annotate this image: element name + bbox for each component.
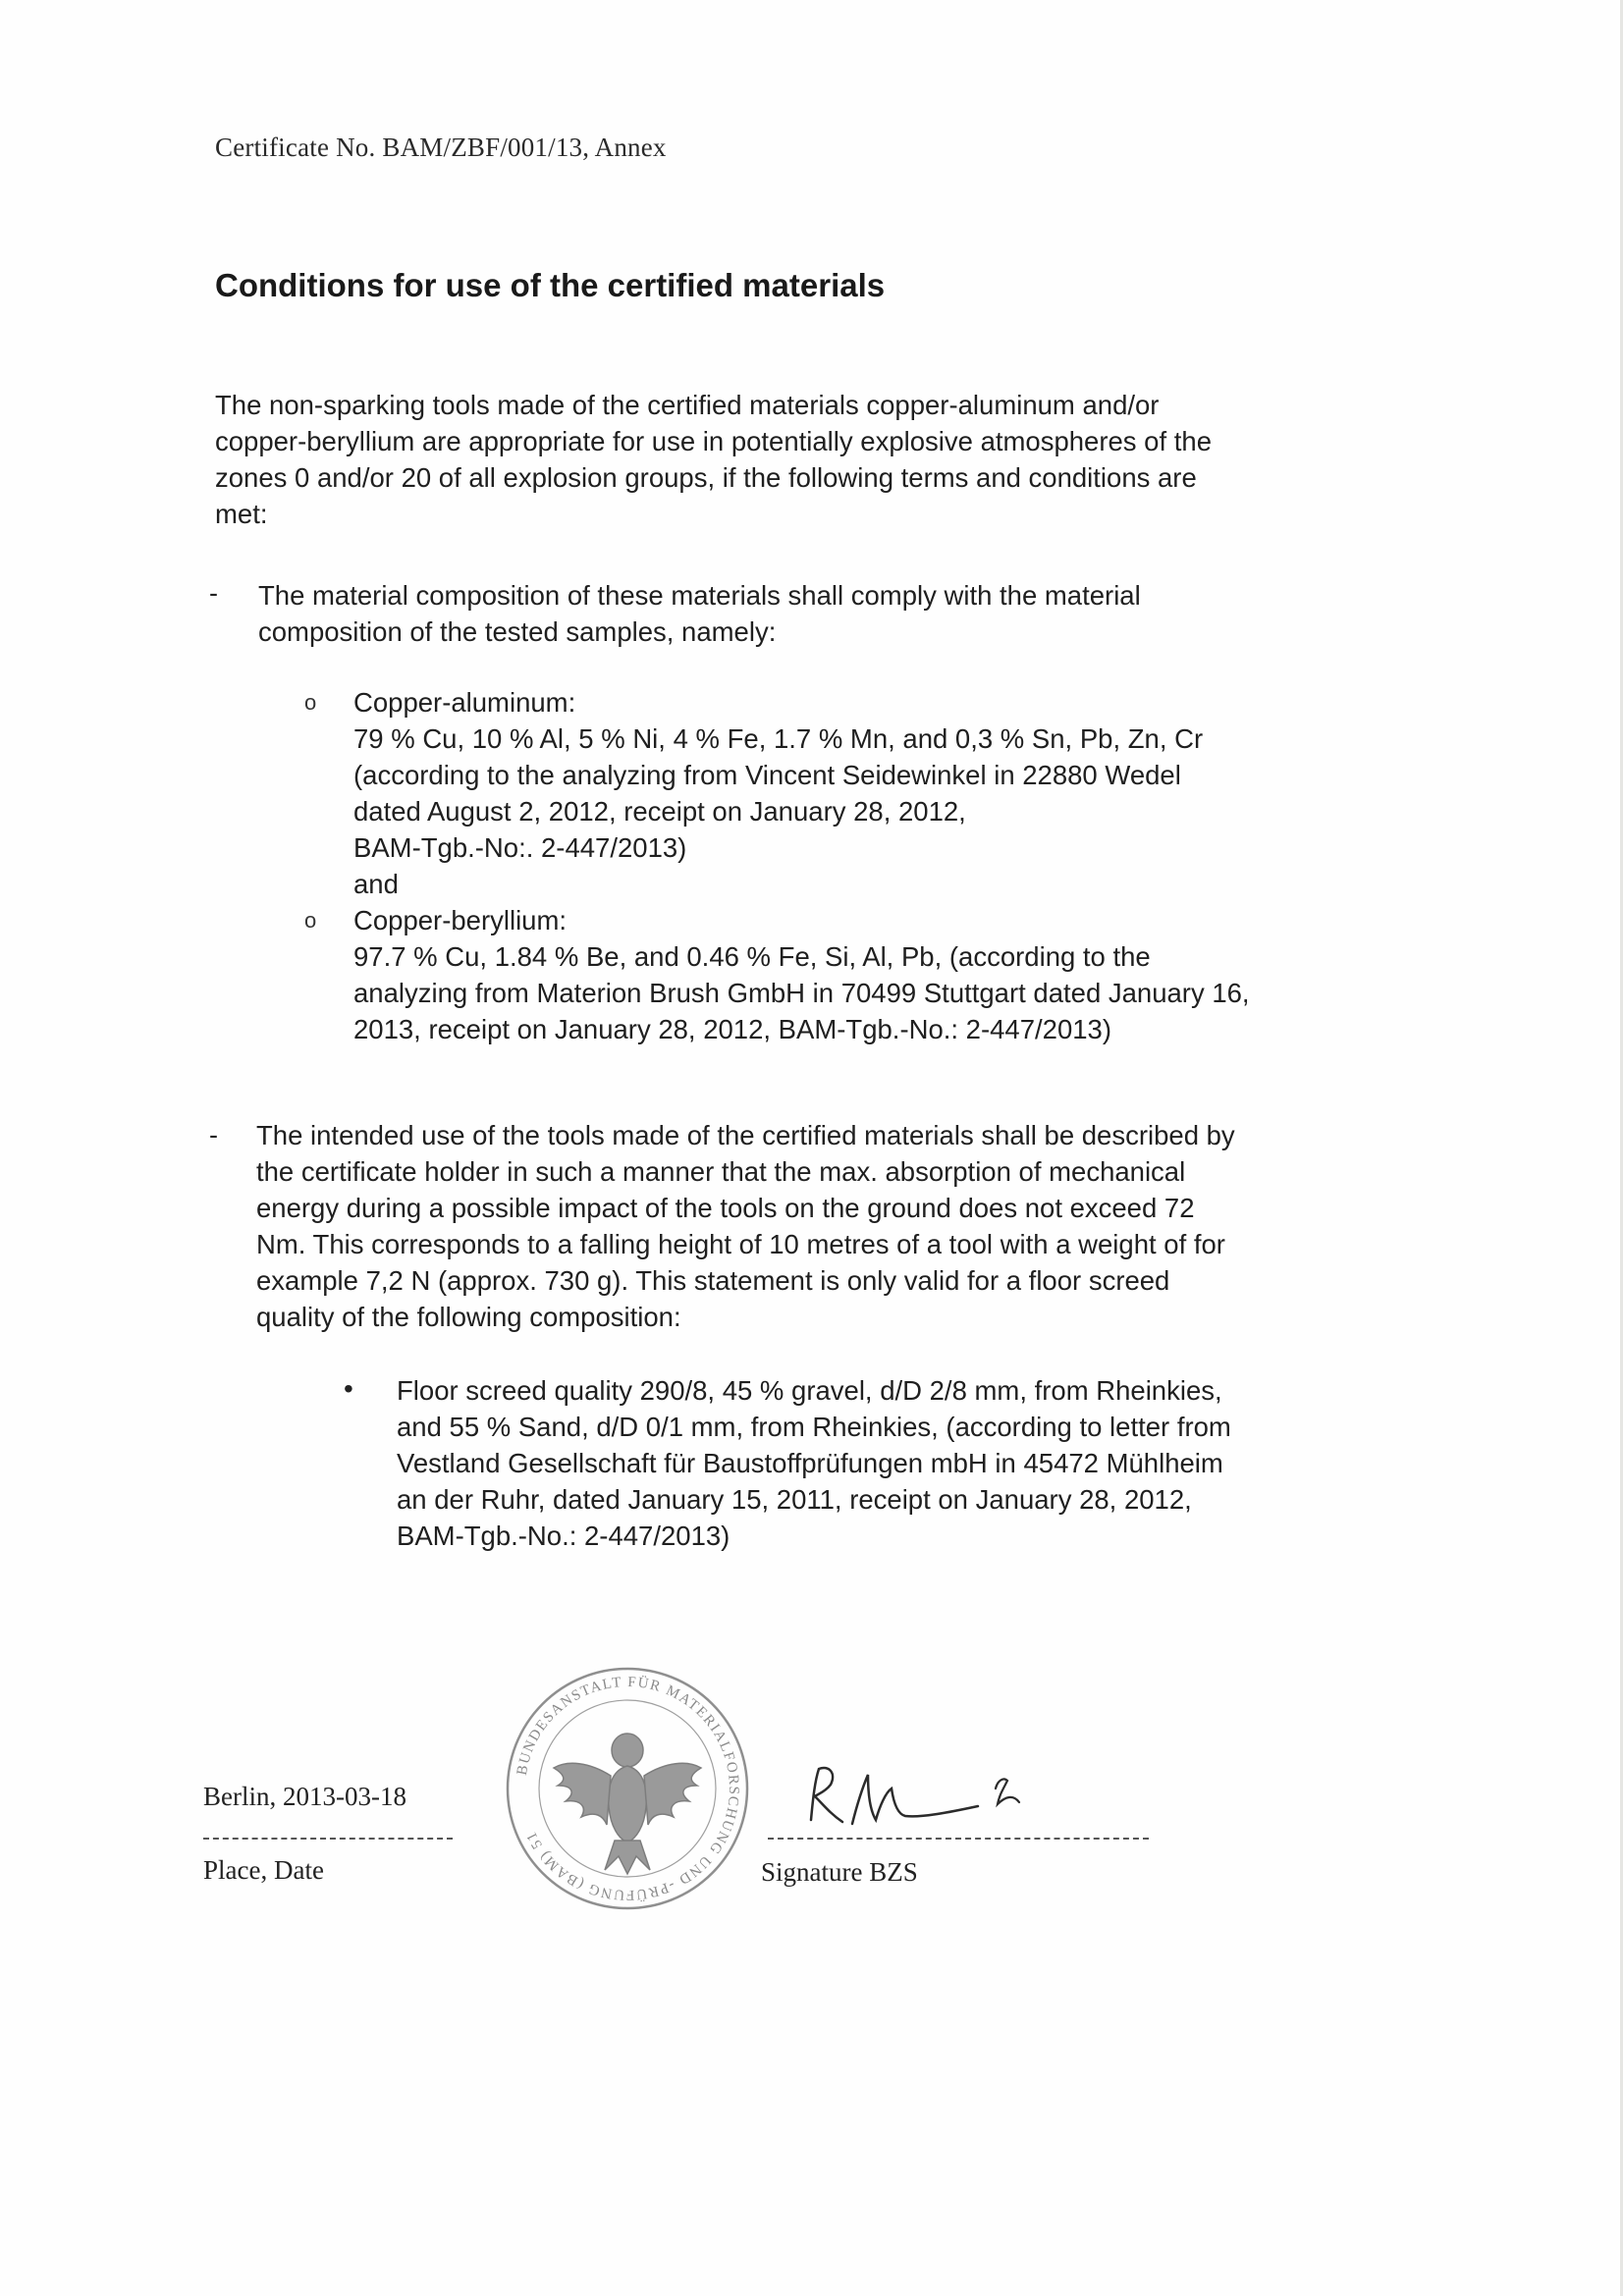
signature-label: Signature BZS: [761, 1857, 918, 1887]
place-date-label: Place, Date: [203, 1855, 324, 1885]
condition-line: the certificate holder in such a manner that the max. absorption of mechanical: [256, 1156, 1186, 1187]
certificate-number: Certificate No. BAM/ZBF/001/13, Annex: [215, 133, 667, 162]
material-line: and: [353, 869, 399, 899]
intro-line: copper-beryllium are appropriate for use in potentially explosive atmospheres of the: [215, 426, 1212, 456]
material-line: 79 % Cu, 10 % Al, 5 % Ni, 4 % Fe, 1.7 % Mn, and 0,3 % Sn, Pb, Zn, Cr: [353, 723, 1204, 754]
material-line: 2013, receipt on January 28, 2012, BAM-Tgb.-No.: 2-447/2013): [353, 1014, 1111, 1044]
screed-line: BAM-Tgb.-No.: 2-447/2013): [397, 1521, 730, 1551]
intro-line: The non-sparking tools made of the certified materials copper-aluminum and/or: [215, 390, 1160, 420]
seal-text: BUNDESANSTALT FÜR MATERIALFORSCHUNG UND -PRÜFUNG (BAM) 51: [514, 1674, 742, 1903]
material-line: analyzing from Materion Brush GmbH in 70499 Stuttgart dated January 16,: [353, 978, 1250, 1008]
sub-item-marker: o: [304, 908, 317, 933]
material-line: Copper-beryllium:: [353, 905, 568, 935]
material-line: Copper-aluminum:: [353, 687, 576, 718]
place-date-line: [203, 1838, 453, 1840]
material-line: 97.7 % Cu, 1.84 % Be, and 0.46 % Fe, Si, Al, Pb, (according to the: [353, 941, 1151, 972]
intro-paragraph: [215, 387, 1393, 532]
screed-line: and 55 % Sand, d/D 0/1 mm, from Rheinkies, (according to letter from: [397, 1412, 1231, 1442]
condition-line: composition of the tested samples, namely:: [258, 616, 777, 647]
material-line: dated August 2, 2012, receipt on January 28, 2012,: [353, 796, 966, 827]
official-seal: [499, 1660, 756, 1922]
intro-line: zones 0 and/or 20 of all explosion groups, if the following terms and conditions are: [215, 462, 1197, 493]
page-title: Conditions for use of the certified materials: [215, 267, 886, 303]
condition-1-text: [258, 577, 1387, 650]
material-copper-beryllium: [353, 902, 1424, 1047]
sub-item-marker: •: [344, 1373, 353, 1404]
material-line: BAM-Tgb.-No:. 2-447/2013): [353, 832, 687, 863]
seal-graphic: [499, 1660, 756, 1917]
condition-2-text: [256, 1117, 1405, 1335]
screed-line: Vestland Gesellschaft für Baustoffprüfungen mbH in 45472 Mühlheim: [397, 1448, 1223, 1478]
condition-1-marker: -: [209, 578, 218, 608]
floor-screed-item: [397, 1372, 1437, 1554]
condition-line: energy during a possible impact of the tools on the ground does not exceed 72: [256, 1193, 1195, 1223]
screed-line: Floor screed quality 290/8, 45 % gravel, d/D 2/8 mm, from Rheinkies,: [397, 1375, 1222, 1406]
eagle-emblem: [554, 1734, 701, 1874]
condition-line: The material composition of these materials shall comply with the material: [258, 580, 1141, 611]
condition-2-marker: -: [209, 1120, 218, 1149]
condition-line: example 7,2 N (approx. 730 g). This statement is only valid for a floor screed: [256, 1265, 1170, 1296]
material-line: (according to the analyzing from Vincent Seidewinkel in 22880 Wedel: [353, 760, 1181, 790]
sub-item-marker: o: [304, 690, 317, 715]
condition-line: quality of the following composition:: [256, 1302, 681, 1332]
material-copper-aluminum: [353, 684, 1424, 902]
signature-line: [768, 1838, 1149, 1840]
condition-line: The intended use of the tools made of the certified materials shall be described by: [256, 1120, 1235, 1150]
signature-graphic: [803, 1759, 1049, 1847]
screed-line: an der Ruhr, dated January 15, 2011, receipt on January 28, 2012,: [397, 1484, 1192, 1515]
intro-line: met:: [215, 499, 268, 529]
condition-line: Nm. This corresponds to a falling height of 10 metres of a tool with a weight of for: [256, 1229, 1225, 1259]
place-date-value: Berlin, 2013-03-18: [203, 1782, 406, 1811]
